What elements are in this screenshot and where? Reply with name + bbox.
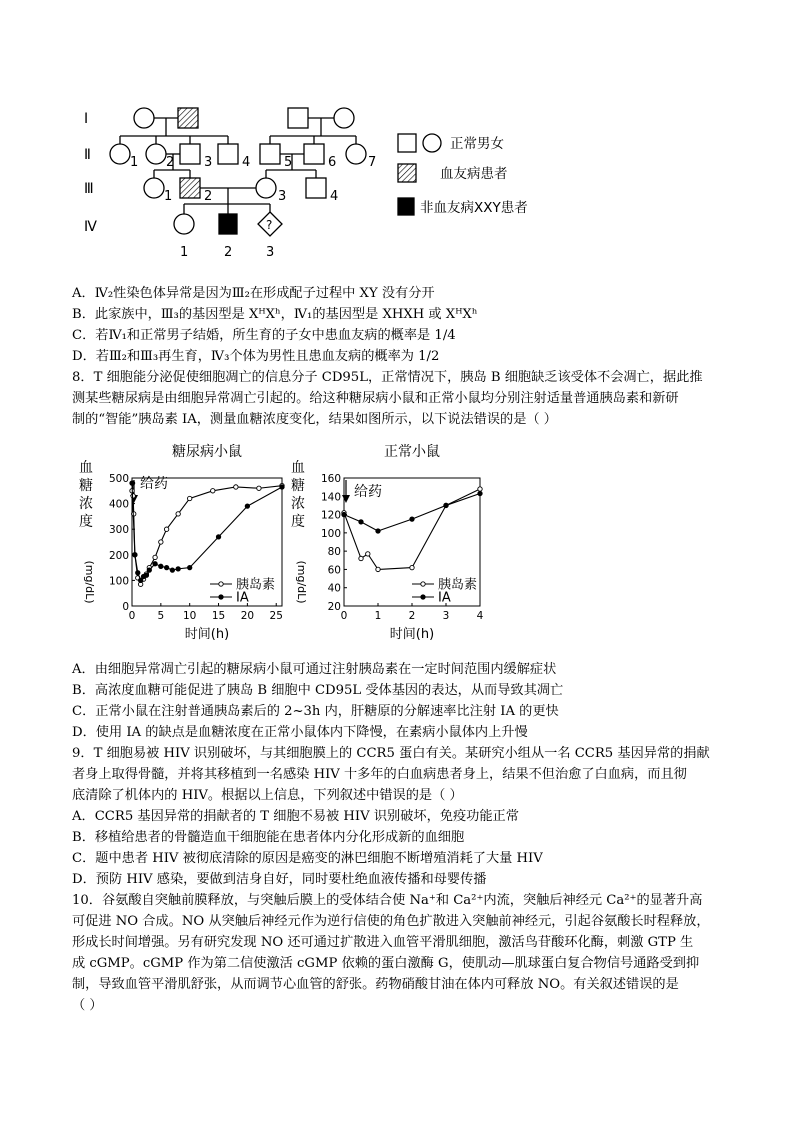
legend-marker bbox=[421, 582, 425, 586]
x-tick-label: 3 bbox=[442, 610, 450, 622]
y-tick-label: 300 bbox=[108, 524, 129, 537]
data-point-ia bbox=[280, 485, 284, 489]
x-tick-label: 4 bbox=[476, 610, 484, 622]
q9-option-d: D．预防 HIV 感染，要做到洁身自好，同时要杜绝血液传播和母婴传播 bbox=[72, 872, 487, 887]
data-point-ia bbox=[359, 520, 363, 524]
pedigree-individual bbox=[304, 144, 324, 164]
data-point-insulin bbox=[159, 540, 163, 544]
data-point-ia bbox=[342, 512, 346, 516]
x-tick-label: 10 bbox=[183, 610, 197, 622]
pedigree-individual bbox=[180, 144, 200, 164]
q7-option-d: D．若Ⅲ₂和Ⅲ₃再生育，Ⅳ₃个体为男性且患血友病的概率为 1/2 bbox=[72, 349, 440, 364]
legend-marker bbox=[421, 595, 425, 599]
y-tick-label: 0 bbox=[122, 601, 129, 613]
y-axis-label-char: 糖 bbox=[79, 478, 93, 494]
individual-number: 2 bbox=[166, 155, 175, 170]
q10-stem-line: 制，导致血管平滑肌舒张，从而调节心血管的舒张。药物硝酸甘油在体内可释放 NO。有关叙述错误的是 bbox=[72, 977, 679, 992]
q10-stem-line: 成 cGMP。cGMP 作为第二信使激活 cGMP 依赖的蛋白激酶 G，使肌动—肌球蛋白复合物信号通路受到抑 bbox=[72, 956, 700, 971]
x-tick-label: 1 bbox=[374, 610, 382, 622]
generation-label: Ⅲ bbox=[84, 181, 94, 197]
data-point-ia bbox=[444, 503, 448, 507]
pedigree-individual bbox=[288, 108, 308, 128]
y-axis-label-char: 糖 bbox=[291, 478, 305, 494]
legend-xxy-icon bbox=[398, 198, 414, 215]
y-axis-label-char: 浓 bbox=[79, 496, 93, 512]
y-axis-label-char: 浓 bbox=[291, 496, 305, 512]
data-point-insulin bbox=[176, 512, 180, 516]
data-point-ia bbox=[376, 529, 380, 533]
q8-option-c: C．正常小鼠在注射普通胰岛素后的 2~3h 内，肝糖原的分解速率比注射 IA 的更快 bbox=[72, 704, 559, 719]
legend-normal-label: 正常男女 bbox=[450, 136, 504, 152]
pedigree-individual bbox=[346, 144, 366, 164]
data-point-insulin bbox=[376, 567, 380, 571]
individual-number: 6 bbox=[328, 155, 337, 170]
y-tick-label: 200 bbox=[108, 549, 129, 562]
data-point-insulin bbox=[164, 527, 168, 531]
legend-label: IA bbox=[236, 590, 249, 606]
pedigree-individual bbox=[144, 178, 164, 198]
pedigree-individual bbox=[134, 108, 154, 128]
data-point-insulin bbox=[131, 494, 135, 498]
pedigree-individual bbox=[218, 144, 238, 164]
legend-female-normal-icon bbox=[423, 134, 441, 152]
q9-option-a: A．CCR5 基因异常的捐献者的 T 细胞不易被 HIV 识别破坏，免疫功能正常 bbox=[72, 809, 519, 824]
y-axis-label-char: 度 bbox=[291, 514, 305, 530]
individual-number: 4 bbox=[242, 155, 251, 170]
data-point-ia bbox=[187, 565, 191, 569]
q9-stem-line: 9．T 细胞易被 HIV 识别破坏，与其细胞膜上的 CCR5 蛋白有关。某研究小组从一名 CCR5 基因异常的捐献 bbox=[72, 746, 710, 761]
series-line-insulin bbox=[132, 483, 282, 584]
individual-number: 3 bbox=[266, 245, 275, 260]
data-point-ia bbox=[478, 491, 482, 495]
legend-label: 胰岛素 bbox=[438, 577, 478, 593]
data-point-insulin bbox=[187, 496, 191, 500]
individual-number: 1 bbox=[164, 189, 173, 204]
legend-hemophilia-label: 血友病患者 bbox=[440, 166, 508, 182]
pedigree-individual bbox=[256, 178, 276, 198]
chart-title: 正常小鼠 bbox=[384, 444, 440, 460]
pedigree-individual-affected bbox=[178, 108, 198, 128]
y-tick-label: 500 bbox=[108, 473, 129, 485]
data-point-ia bbox=[144, 573, 148, 577]
data-point-ia bbox=[176, 567, 180, 571]
q7-option-c: C．若Ⅳ₁和正常男子结婚，所生育的子女中患血友病的概率是 1/4 bbox=[72, 328, 456, 343]
data-point-ia bbox=[216, 535, 220, 539]
individual-number: 2 bbox=[204, 189, 213, 204]
pedigree-individual-affected bbox=[180, 178, 200, 198]
data-point-insulin bbox=[234, 485, 238, 489]
data-point-ia bbox=[410, 517, 414, 521]
individual-number: 4 bbox=[330, 189, 339, 204]
dose-annotation: 给药 bbox=[140, 476, 168, 492]
q9-stem-line: 者身上取得骨髓，并将其移植到一名感染 HIV 十多年的白血病患者身上，结果不但治愈了白血病，而且彻 bbox=[72, 767, 687, 782]
individual-number: 3 bbox=[278, 189, 287, 204]
data-point-insulin bbox=[359, 556, 363, 560]
legend-label: IA bbox=[438, 590, 451, 606]
data-point-ia bbox=[138, 578, 142, 582]
dose-annotation: 给药 bbox=[354, 484, 382, 500]
q9-option-b: B．移植给患者的骨髓造血干细胞能在患者体内分化形成新的血细胞 bbox=[72, 830, 465, 845]
individual-number: 1 bbox=[180, 245, 189, 260]
data-point-ia bbox=[147, 568, 151, 572]
legend-label: 胰岛素 bbox=[236, 577, 276, 593]
x-axis-label: 时间(h) bbox=[389, 627, 435, 642]
q8-stem-line: 制的“智能”胰岛素 IA，测量血糖浓度变化，结果如图所示，以下说法错误的是（ ） bbox=[72, 412, 557, 427]
q10-stem-line: 10．谷氨酸自突触前膜释放，与突触后膜上的受体结合使 Na⁺和 Ca²⁺内流，突触后神经元 Ca²⁺的显著升高 bbox=[72, 893, 703, 908]
y-axis-unit: (mg/dL) bbox=[295, 560, 308, 604]
y-tick-label: 40 bbox=[327, 582, 341, 595]
individual-number: 7 bbox=[368, 155, 377, 170]
y-tick-label: 20 bbox=[327, 601, 341, 613]
q10-stem-line: 可促进 NO 合成。NO 从突触后神经元作为逆行信使的角色扩散进入突触前神经元，引起谷氨酸长时程释放， bbox=[72, 914, 710, 929]
data-point-ia bbox=[153, 562, 157, 566]
chart-title: 糖尿病小鼠 bbox=[172, 444, 242, 460]
x-tick-label: 2 bbox=[408, 610, 416, 622]
x-axis-label: 时间(h) bbox=[184, 627, 230, 642]
q7-option-a: A．Ⅳ₂性染色体异常是因为Ⅲ₂在形成配子过程中 XY 没有分开 bbox=[72, 286, 435, 301]
y-tick-label: 100 bbox=[320, 527, 341, 540]
pedigree-individual bbox=[110, 144, 130, 164]
data-point-ia bbox=[159, 564, 163, 568]
x-tick-label: 0 bbox=[128, 610, 136, 622]
q9-stem-line: 底清除了机体内的 HIV。根据以上信息，下列叙述中错误的是（ ） bbox=[72, 788, 463, 803]
y-tick-label: 140 bbox=[320, 491, 341, 504]
y-axis-label-char: 血 bbox=[79, 460, 93, 476]
x-tick-label: 15 bbox=[211, 610, 226, 622]
data-point-ia bbox=[164, 565, 168, 569]
y-tick-label: 400 bbox=[108, 498, 129, 511]
q8-stem-line: 测某些糖尿病是由细胞异常凋亡引起的。给这种糖尿病小鼠和正常小鼠均分别注射适量普通胰岛素和新研 bbox=[72, 391, 679, 406]
y-axis-label-char: 血 bbox=[291, 460, 305, 476]
blood-glucose-charts bbox=[72, 438, 502, 660]
y-axis-unit: (mg/dL) bbox=[83, 560, 96, 604]
q8-stem-line: 8．T 细胞能分泌促使细胞凋亡的信息分子 CD95L，正常情况下，胰岛 B 细胞缺乏该受体不会凋亡，据此推 bbox=[72, 370, 703, 385]
generation-label: Ⅳ bbox=[84, 219, 97, 235]
pedigree-individual bbox=[146, 144, 166, 164]
q8-stem bbox=[72, 367, 724, 430]
y-tick-label: 100 bbox=[108, 575, 129, 588]
y-tick-label: 160 bbox=[320, 473, 341, 485]
individual-number: 3 bbox=[204, 155, 213, 170]
individual-number: 2 bbox=[224, 245, 233, 260]
q8-option-d: D．使用 IA 的缺点是血糖浓度在正常小鼠体内下降慢，在素病小鼠体内上升慢 bbox=[72, 725, 528, 740]
q9-stem bbox=[72, 743, 724, 806]
generation-label: Ⅱ bbox=[84, 147, 91, 163]
unknown-mark: ? bbox=[266, 218, 273, 232]
individual-number: 1 bbox=[130, 155, 139, 170]
data-point-insulin bbox=[153, 555, 157, 559]
legend-male-normal-icon bbox=[398, 134, 416, 152]
pedigree-individual bbox=[334, 108, 354, 128]
q7-option-b: B．此家族中，Ⅲ₃的基因型是 XᴴXʰ，Ⅳ₁的基因型是 XHXH 或 XᴴXʰ bbox=[72, 307, 478, 322]
legend-hemophilia-icon bbox=[398, 164, 416, 182]
pedigree-individual bbox=[306, 178, 326, 198]
data-point-ia bbox=[136, 571, 140, 575]
q8-option-b: B．高浓度血糖可能促进了胰岛 B 细胞中 CD95L 受体基因的表达，从而导致其凋亡 bbox=[72, 683, 564, 698]
legend-xxy-label: 非血友病XXY患者 bbox=[420, 200, 528, 216]
pedigree-individual-xxy bbox=[219, 214, 237, 234]
y-tick-label: 80 bbox=[327, 546, 341, 559]
data-point-insulin bbox=[211, 489, 215, 493]
dose-arrow-head bbox=[342, 495, 350, 503]
x-tick-label: 20 bbox=[240, 610, 255, 622]
y-tick-label: 60 bbox=[327, 564, 341, 577]
pedigree-individual bbox=[260, 144, 280, 164]
q10-stem-line: 形成长时间增强。另有研究发现 NO 还可通过扩散进入血管平滑肌细胞，激活鸟苷酸环化酶，刺激 GTP 生 bbox=[72, 935, 694, 950]
legend-marker bbox=[219, 595, 223, 599]
q10-stem bbox=[72, 890, 724, 1016]
pedigree-individual bbox=[174, 214, 194, 234]
data-point-ia bbox=[130, 481, 134, 485]
x-tick-label: 25 bbox=[269, 610, 283, 622]
data-point-insulin bbox=[257, 486, 261, 490]
q10-stem-line: （ ） bbox=[72, 998, 103, 1013]
individual-number: 5 bbox=[284, 155, 293, 170]
data-point-ia bbox=[245, 504, 249, 508]
data-point-insulin bbox=[366, 552, 370, 556]
data-point-insulin bbox=[410, 565, 414, 569]
y-tick-label: 120 bbox=[320, 509, 341, 522]
data-point-ia bbox=[170, 568, 174, 572]
pedigree-figure bbox=[80, 96, 580, 276]
data-point-insulin bbox=[478, 487, 482, 491]
data-point-ia bbox=[133, 553, 137, 557]
y-axis-label-char: 度 bbox=[79, 514, 93, 530]
generation-label: Ⅰ bbox=[84, 111, 89, 127]
q8-option-a: A．由细胞异常凋亡引起的糖尿病小鼠可通过注射胰岛素在一定时间范围内缓解症状 bbox=[72, 662, 557, 677]
legend-marker bbox=[219, 582, 223, 586]
x-tick-label: 0 bbox=[340, 610, 348, 622]
q9-option-c: C．题中患者 HIV 被彻底清除的原因是癌变的淋巴细胞不断增殖消耗了大量 HIV bbox=[72, 851, 543, 866]
x-tick-label: 5 bbox=[157, 610, 165, 622]
